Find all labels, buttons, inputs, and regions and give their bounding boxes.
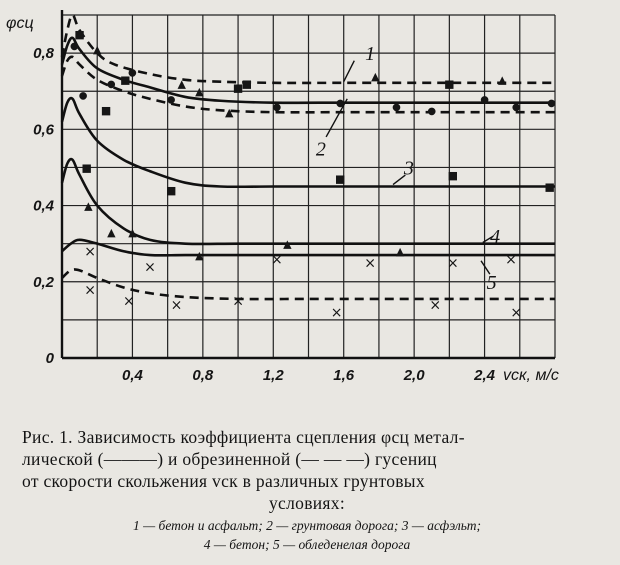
data-point: ■ [100,104,112,118]
chart-ticks [33,45,496,384]
data-point: ▲ [371,69,380,83]
data-point: ▲ [497,73,507,87]
y-tick-label: 0,8 [33,45,54,63]
y-tick-label: 0 [45,350,54,367]
y-tick-label: 0,4 [33,197,54,215]
data-point: ■ [81,161,92,175]
data-point: ■ [232,81,244,95]
x-tick-label: 1,6 [333,367,355,384]
data-point: ● [392,101,401,113]
legend-line-1: 1 — бетон и асфальт; 2 — грунтовая дорога; 3 — асфэльт; [133,518,481,533]
figure-legend [22,516,592,554]
data-point: ● [480,94,489,106]
y-tick-label: 0,6 [33,121,54,139]
data-point: ■ [165,184,177,198]
data-point: ▲ [195,248,204,262]
curve-label: 5 [486,271,497,294]
x-tick-label: 2,4 [474,367,496,384]
x-tick-label: 1,2 [262,367,284,384]
x-tick-label: 2,0 [403,367,425,384]
data-point: ▲ [225,106,234,120]
data-point: ● [69,40,79,52]
caption-line-2: лической (———) и обрезиненной (— — —) гусениц [22,449,437,469]
data-point: ● [511,101,521,113]
data-point: × [170,297,183,314]
data-point: ▲ [195,85,204,99]
data-point: ■ [334,172,346,186]
data-point: × [123,293,135,310]
data-point: ▲ [395,245,405,259]
data-point: ■ [544,180,555,194]
x-tick-label: 0,8 [192,367,214,384]
data-point: × [330,305,343,322]
data-point: × [505,251,517,268]
data-point: ▲ [128,226,137,240]
curve-label: 4 [490,226,501,249]
data-point: ● [128,67,137,79]
data-point: × [429,297,442,314]
curve-label: 1 [365,43,376,66]
data-point: × [232,293,244,310]
data-point: × [84,282,97,299]
data-point: ■ [444,77,455,91]
legend-line-2: 4 — бетон; 5 — обледенелая дорога [203,537,411,552]
data-point: ▲ [92,43,102,57]
data-point: ▲ [177,77,186,91]
data-point: ● [106,79,116,91]
data-point: × [270,251,283,268]
caption-line-4: условиях: [269,493,345,513]
x-axis-label: vск, м/с [503,367,559,384]
data-point: ● [166,94,176,106]
curve-label-leader [344,61,355,82]
figure-caption [22,426,592,514]
data-point: × [447,255,459,272]
data-point: ■ [120,73,131,87]
y-axis-label: φсц [6,15,34,32]
caption-line-3: от скорости скольжения vск в различных грунтовых [22,471,425,491]
data-point: ● [547,98,556,110]
data-point: ■ [447,168,459,182]
data-point: ■ [74,27,85,41]
data-point: ■ [241,77,253,91]
data-point: ▲ [84,199,93,213]
curve-label: 2 [315,138,326,161]
data-point: × [84,244,97,261]
data-point: × [364,255,376,272]
data-point: ▲ [107,226,116,240]
data-point: ● [78,90,88,102]
data-point: × [144,259,156,276]
data-point: ▲ [283,237,292,251]
data-point: ● [335,98,345,110]
curve-label: 3 [403,157,414,180]
data-point: × [510,305,523,322]
data-point: ● [272,101,282,113]
caption-line-1: Рис. 1. Зависимость коэффициента сцепления φсц метал- [22,427,465,447]
data-point: ● [427,105,437,117]
y-tick-label: 0,2 [33,273,54,291]
x-tick-label: 0,4 [121,367,143,384]
chart-grid [62,10,555,358]
